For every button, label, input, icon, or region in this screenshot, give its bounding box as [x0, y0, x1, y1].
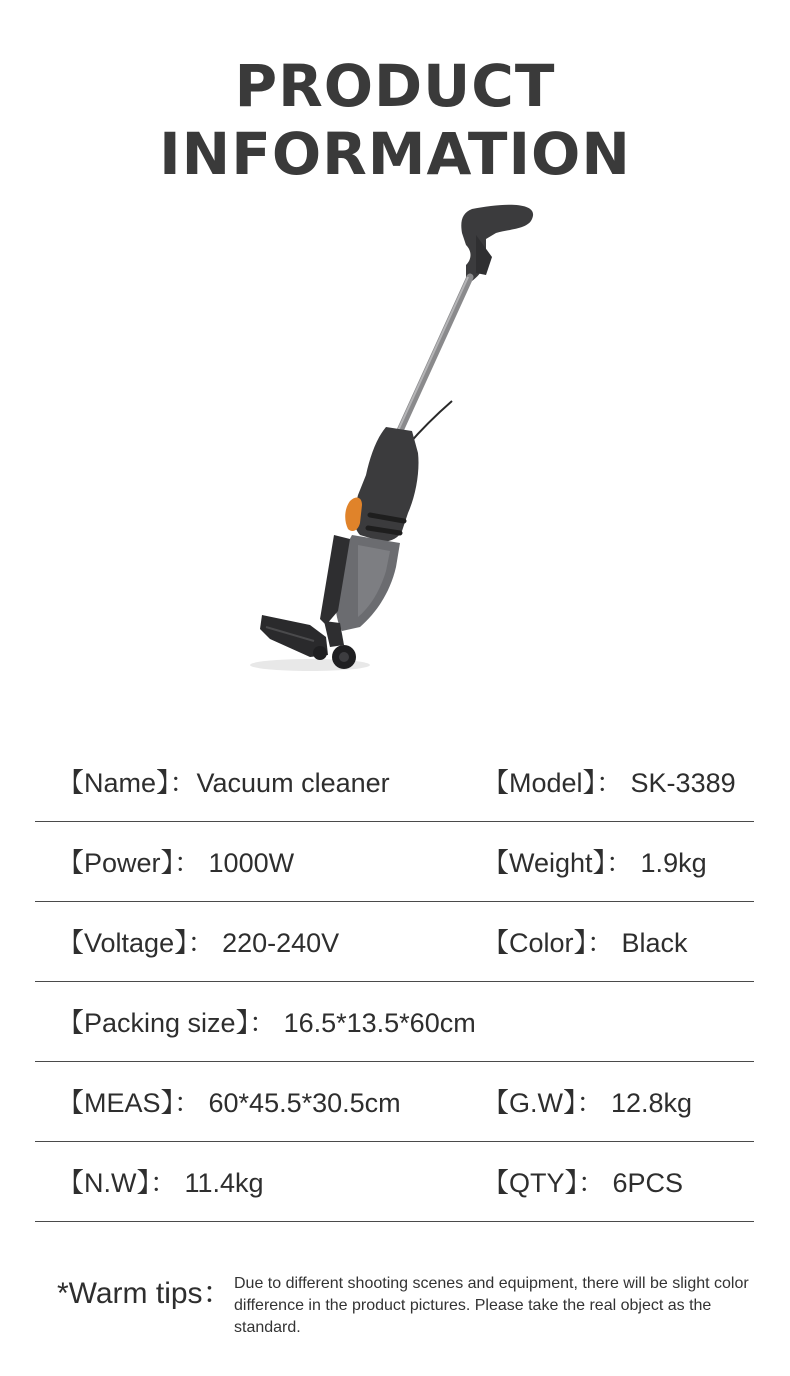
spec-name: 【Name】：Vacuum cleaner: [57, 768, 390, 798]
spec-gross-weight: 【G.W】： 12.8kg: [482, 1088, 693, 1118]
spec-voltage: 【Voltage】： 220-240V: [57, 928, 340, 958]
spec-model: 【Model】： SK-3389: [482, 768, 736, 798]
page-title: PRODUCT INFORMATION: [159, 52, 631, 188]
spec-row-power-weight: [35, 822, 754, 902]
warm-tips-label: *Warm tips：: [57, 1277, 233, 1310]
spec-row-meas-gw: [35, 1062, 754, 1142]
spec-table: [35, 742, 754, 1222]
warm-tips-text: Due to different shooting scenes and equipment, there will be slight color difference in the product pictures. Please take the real object as the standard.: [234, 1275, 749, 1336]
spec-row-packing-size: [35, 982, 754, 1062]
vacuum-cleaner-icon: [240, 195, 560, 685]
spec-power: 【Power】： 1000W: [57, 848, 295, 878]
spec-color: 【Color】： Black: [482, 928, 688, 958]
spec-packing-size: 【Packing size】： 16.5*13.5*60cm: [57, 1008, 476, 1038]
spec-net-weight: 【N.W】： 11.4kg: [57, 1168, 264, 1198]
spec-row-name-model: [35, 742, 754, 822]
spec-weight: 【Weight】： 1.9kg: [482, 848, 707, 878]
spec-row-nw-qty: [35, 1142, 754, 1222]
spec-quantity: 【QTY】： 6PCS: [482, 1168, 684, 1198]
spec-row-voltage-color: [35, 902, 754, 982]
product-image: [240, 195, 560, 685]
spec-meas: 【MEAS】： 60*45.5*30.5cm: [57, 1088, 401, 1118]
